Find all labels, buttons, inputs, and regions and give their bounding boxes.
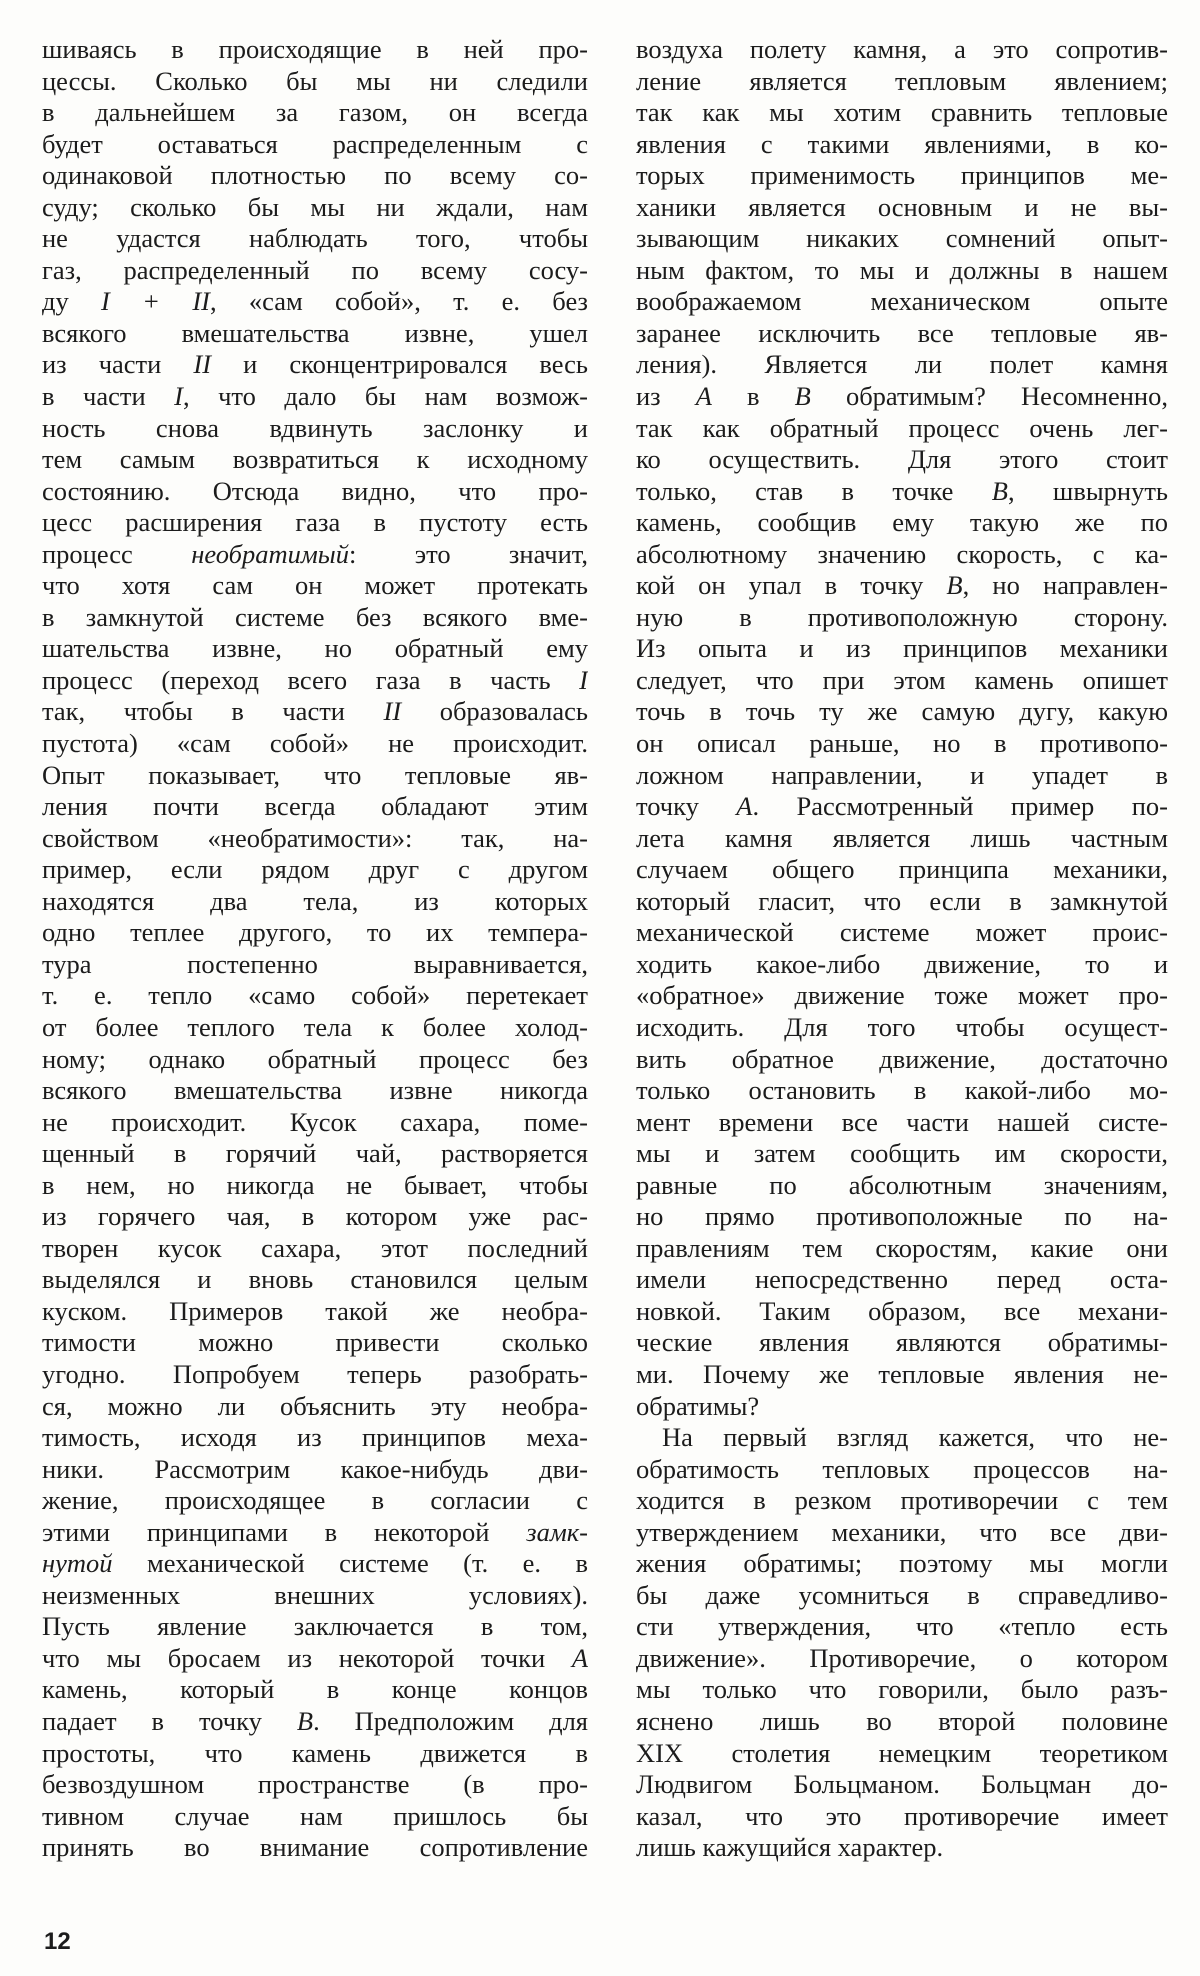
text-segment: , что дало бы нам возмож- [182,381,588,412]
text-segment: из горячего чая, в котором уже рас- [42,1201,588,1232]
text-segment: ление является тепловым явлением; [636,65,1168,96]
text-segment: будет оставаться распределенным с [42,128,588,159]
text-segment: свойством «необратимости»: так, на- [42,822,588,853]
text-line [636,917,1168,949]
text-line [636,1075,1168,1107]
text-line [42,66,588,98]
text-segment: ческие явления являются обратимы- [636,1327,1168,1358]
text-line [636,160,1168,192]
text-line [636,129,1168,161]
text-line [42,1674,588,1706]
italic-text: B [296,1705,314,1736]
text-segment: лета камня является лишь частным [636,822,1168,853]
text-segment: в нем, но никогда не бывает, чтобы [42,1169,588,1200]
text-line [636,1517,1168,1549]
text-segment: ходить какое-либо движение, то и [636,948,1168,979]
text-segment: неизменных внешних условиях). [42,1579,588,1610]
text-segment: ления почти всегда обладают этим [42,791,588,822]
text-line [636,255,1168,287]
text-line [636,539,1168,571]
text-segment: торых применимость принципов ме- [636,160,1168,191]
italic-text: замк- [526,1516,588,1547]
text-segment: только, став в точке [636,475,992,506]
italic-text: B [991,475,1008,506]
page-number: 12 [44,1928,71,1955]
italic-text: B [946,570,963,601]
text-line [42,1485,588,1517]
text-segment: из части [42,349,194,380]
text-line [42,1454,588,1486]
text-line [636,507,1168,539]
text-segment: всякого вмешательства извне, ушел [42,317,588,348]
text-segment: Опыт показывает, что тепловые яв- [42,759,588,790]
text-line [42,917,588,949]
italic-text: B [794,381,811,412]
text-segment: цессы. Сколько бы мы ни следили [42,65,588,96]
text-segment: находятся два тела, из которых [42,885,588,916]
text-line [636,1012,1168,1044]
text-segment: выделялся и вновь становился целым [42,1264,588,1295]
text-line [636,192,1168,224]
text-line [636,286,1168,318]
text-line [636,696,1168,728]
text-segment: суду; сколько бы мы ни ждали, нам [42,191,588,222]
text-line [636,602,1168,634]
text-segment: Людвигом Больцманом. Больцман до- [636,1769,1168,1800]
text-line [42,1706,588,1738]
text-segment: случаем общего принципа механики, [636,854,1168,885]
text-line [636,570,1168,602]
text-segment: состоянию. Отсюда видно, что про- [42,475,588,506]
text-line [42,633,588,665]
text-segment: механической системе может проис- [636,917,1168,948]
text-segment: безвоздушном пространстве (в про- [42,1769,588,1800]
text-segment: что хотя сам он может протекать [42,570,588,601]
italic-text: A [736,791,753,822]
text-segment: одинаковой плотностью по всему со- [42,160,588,191]
text-line [42,1107,588,1139]
text-segment: только остановить в какой-либо мо- [636,1075,1168,1106]
text-line [636,66,1168,98]
right-text-column [636,34,1168,1864]
text-segment: механической системе (т. е. в [112,1548,588,1579]
text-segment: процесс (переход всего газа в часть [42,664,580,695]
text-line [42,413,588,445]
text-segment: в замкнутой системе без всякого вме- [42,601,588,632]
text-line [42,760,588,792]
text-line [636,1674,1168,1706]
text-line [636,318,1168,350]
text-segment: зывающим никаких сомнений опыт- [636,223,1168,254]
text-line [636,223,1168,255]
text-segment: от более теплого тела к более холод- [42,1011,588,1042]
text-line [636,1485,1168,1517]
text-line [42,1801,588,1833]
text-segment: ду [42,286,102,317]
text-line [636,1801,1168,1833]
text-line [636,97,1168,129]
text-line [42,381,588,413]
text-line [636,476,1168,508]
text-segment: принять во внимание сопротивление [42,1832,588,1863]
text-segment: . Рассмотренный пример по- [752,791,1168,822]
text-line [42,570,588,602]
text-line [636,949,1168,981]
text-line [636,381,1168,413]
text-segment: в дальнейшем за газом, он всегда [42,97,588,128]
text-segment: падает в точку [42,1705,297,1736]
text-line [42,1201,588,1233]
text-segment: ники. Рассмотрим какое-нибудь дви- [42,1453,588,1484]
text-segment: что мы бросаем из некоторой точки [42,1642,572,1673]
text-segment: который гласит, что если в замкнутой [636,885,1168,916]
italic-text: II [193,349,212,380]
text-segment: камень, сообщив ему такую же по [636,507,1168,538]
text-segment: из [636,381,696,412]
text-segment: он описал раньше, но в противопо- [636,728,1168,759]
text-line [636,1044,1168,1076]
text-segment: ко осуществить. Для этого стоит [636,444,1168,475]
text-segment: обратимы? [636,1390,760,1421]
text-line [42,1422,588,1454]
text-segment: в части [42,381,175,412]
text-segment: так, чтобы в части [42,696,384,727]
text-segment: творен кусок сахара, этот последний [42,1232,588,1263]
text-segment: ную в противоположную сторону. [636,601,1168,632]
text-line [636,1643,1168,1675]
text-segment: угодно. Попробуем теперь разобрать- [42,1358,588,1389]
text-line [42,1138,588,1170]
text-segment: XIX столетия немецким теоретиком [636,1737,1168,1768]
text-line [42,1391,588,1423]
text-line [42,1170,588,1202]
italic-text: I [174,381,183,412]
text-line [42,823,588,855]
text-segment: : это значит, [348,538,588,569]
text-segment: тимость, исходя из принципов меха- [42,1422,588,1453]
text-line [636,1138,1168,1170]
text-line [42,1296,588,1328]
text-segment: тем самым возвратиться к исходному [42,444,588,475]
text-line [636,34,1168,66]
text-line [42,349,588,381]
text-line [42,1580,588,1612]
text-segment: образовалась [401,696,588,727]
text-line [636,1832,1168,1864]
text-line [42,602,588,634]
text-line [636,1769,1168,1801]
text-segment: процесс [42,538,192,569]
text-segment: мы и затем сообщить им скорости, [636,1138,1168,1169]
text-segment: ханики является основным и не вы- [636,191,1168,222]
italic-text: A [695,381,712,412]
text-segment: не происходит. Кусок сахара, поме- [42,1106,588,1137]
text-segment: тимости можно привести сколько [42,1327,588,1358]
text-segment: так как мы хотим сравнить тепловые [636,97,1168,128]
text-segment: ми. Почему же тепловые явления не- [636,1358,1168,1389]
text-segment: новкой. Таким образом, все механи- [636,1295,1168,1326]
text-line [42,1327,588,1359]
text-segment: ления). Является ли полет камня [636,349,1168,380]
text-line [636,1170,1168,1202]
text-line [42,223,588,255]
text-line [42,34,588,66]
text-segment: следует, что при этом камень опишет [636,664,1168,695]
text-segment: ложном направлении, и упадет в [636,759,1168,790]
text-segment: ность снова вдвинуть заслонку и [42,412,588,443]
text-line [636,1359,1168,1391]
text-line [42,886,588,918]
text-segment: Пусть явление заключается в том, [42,1611,588,1642]
text-line [42,854,588,886]
text-line [636,633,1168,665]
text-line [42,1264,588,1296]
text-segment: утверждением механики, что все дви- [636,1516,1168,1547]
text-line [42,444,588,476]
text-line [636,980,1168,1012]
text-segment: кой он упал в точку [636,570,947,601]
text-line [42,949,588,981]
text-line [42,1611,588,1643]
text-segment: правлениям тем скоростям, какие они [636,1232,1168,1263]
text-line [42,539,588,571]
text-segment: , «сам собой», т. е. без [209,286,588,317]
text-segment: воздуха полету камня, а это сопротив- [636,34,1168,64]
text-line [42,1769,588,1801]
text-segment: газ, распределенный по всему сосу- [42,254,588,285]
text-line [636,823,1168,855]
text-segment: явления с такими явлениями, в ко- [636,128,1168,159]
text-segment: исходить. Для того чтобы осущест- [636,1011,1168,1042]
text-segment: т. е. тепло «само собой» перетекает [42,980,588,1011]
text-segment: Из опыта и из принципов механики [636,633,1168,664]
text-segment: На первый взгляд кажется, что не- [662,1422,1168,1453]
text-segment: щенный в горячий чай, растворяется [42,1138,588,1169]
text-segment: этими принципами в некоторой [42,1516,527,1547]
text-segment: ному; однако обратный процесс без [42,1043,588,1074]
text-line [636,444,1168,476]
text-line [42,129,588,161]
text-line [636,1454,1168,1486]
text-line [42,1044,588,1076]
text-line [636,1201,1168,1233]
italic-text: необратимый [191,538,349,569]
text-segment: абсолютному значению скорость, с ка- [636,538,1168,569]
text-line [636,1107,1168,1139]
text-segment: точь в точь ту же самую дугу, какую [636,696,1168,727]
text-line [42,1075,588,1107]
text-segment: точку [636,791,737,822]
text-segment: ным фактом, то мы и должны в нашем [636,254,1168,285]
text-segment: жение, происходящее в согласии с [42,1485,588,1516]
text-segment: пример, если рядом друг с другом [42,854,588,885]
text-line [42,1359,588,1391]
text-segment: обратимым? Несомненно, [810,381,1168,412]
text-segment: и сконцентрировался весь [211,349,588,380]
text-line [636,854,1168,886]
text-segment: имели непосредственно перед оста- [636,1264,1168,1295]
text-segment: в [711,381,795,412]
text-line [42,1738,588,1770]
text-segment: яснено лишь во второй половине [636,1705,1168,1736]
text-line [636,1391,1168,1423]
text-line [636,1706,1168,1738]
text-segment: заранее исключить все тепловые яв- [636,317,1168,348]
text-line [636,1580,1168,1612]
text-line [42,160,588,192]
text-segment: пустота) «сам собой» не происходит. [42,728,588,759]
text-segment: но прямо противоположные по на- [636,1201,1168,1232]
text-line [636,791,1168,823]
text-line [636,1548,1168,1580]
text-line [42,1012,588,1044]
text-segment: ся, можно ли объяснить эту необра- [42,1390,588,1421]
text-segment: воображаемом механическом опыте [636,286,1168,317]
text-segment: сти утверждения, что «тепло есть [636,1611,1168,1642]
text-line [636,1738,1168,1770]
text-line [42,696,588,728]
text-segment: ходится в резком противоречии с тем [636,1485,1168,1516]
text-line [42,1517,588,1549]
text-line [42,476,588,508]
text-line [42,507,588,539]
text-segment: . Предположим для [313,1705,588,1736]
text-line [42,1643,588,1675]
italic-text: A [571,1642,588,1673]
text-segment: жения обратимы; поэтому мы могли [636,1548,1168,1579]
text-segment: не удастся наблюдать того, чтобы [42,223,588,254]
text-segment: камень, который в конце концов [42,1674,588,1705]
text-line [42,1233,588,1265]
text-line [42,1548,588,1580]
text-segment: одно теплее другого, то их темпера- [42,917,588,948]
text-line [636,665,1168,697]
text-segment: цесс расширения газа в пустоту есть [42,507,588,538]
text-line [42,192,588,224]
text-line [42,791,588,823]
text-segment: мент времени все части нашей систе- [636,1106,1168,1137]
text-segment: , швырнуть [1007,475,1168,506]
text-segment: «обратное» движение тоже может про- [636,980,1168,1011]
italic-text: I + II [101,286,210,317]
text-segment: тивном случае нам пришлось бы [42,1800,588,1831]
text-segment: шиваясь в происходящие в ней про- [42,34,588,64]
text-line [42,97,588,129]
text-line [636,1327,1168,1359]
italic-text: нутой [42,1548,113,1579]
text-segment: мы только что говорили, было разъ- [636,1674,1168,1705]
text-line [42,318,588,350]
italic-text: II [383,696,402,727]
left-text-column [42,34,588,1864]
text-segment: простоты, что камень движется в [42,1737,588,1768]
text-segment: тура постепенно выравнивается, [42,948,588,979]
text-line [636,728,1168,760]
text-segment: лишь кажущийся характер. [636,1832,944,1863]
text-line [42,1832,588,1864]
text-segment: всякого вмешательства извне никогда [42,1075,588,1106]
text-segment: казал, что это противоречие имеет [636,1800,1168,1831]
text-line [636,1264,1168,1296]
text-segment: движение». Противоречие, о котором [636,1642,1168,1673]
text-line [42,286,588,318]
text-line [42,728,588,760]
text-line [636,1611,1168,1643]
text-segment: шательства извне, но обратный ему [42,633,588,664]
text-segment: бы даже усомниться в справедливо- [636,1579,1168,1610]
text-line [636,886,1168,918]
text-line [42,665,588,697]
text-segment: вить обратное движение, достаточно [636,1043,1168,1074]
text-line [636,413,1168,445]
text-segment: куском. Примеров такой же необра- [42,1295,588,1326]
text-line [636,760,1168,792]
text-segment: равные по абсолютным значениям, [636,1169,1168,1200]
text-line [636,1422,1168,1454]
text-line [636,349,1168,381]
text-line [42,980,588,1012]
text-line [636,1233,1168,1265]
text-segment: так как обратный процесс очень лег- [636,412,1168,443]
italic-text: I [579,664,588,695]
text-segment: обратимость тепловых процессов на- [636,1453,1168,1484]
text-line [42,255,588,287]
text-segment: , но направлен- [962,570,1168,601]
text-line [636,1296,1168,1328]
